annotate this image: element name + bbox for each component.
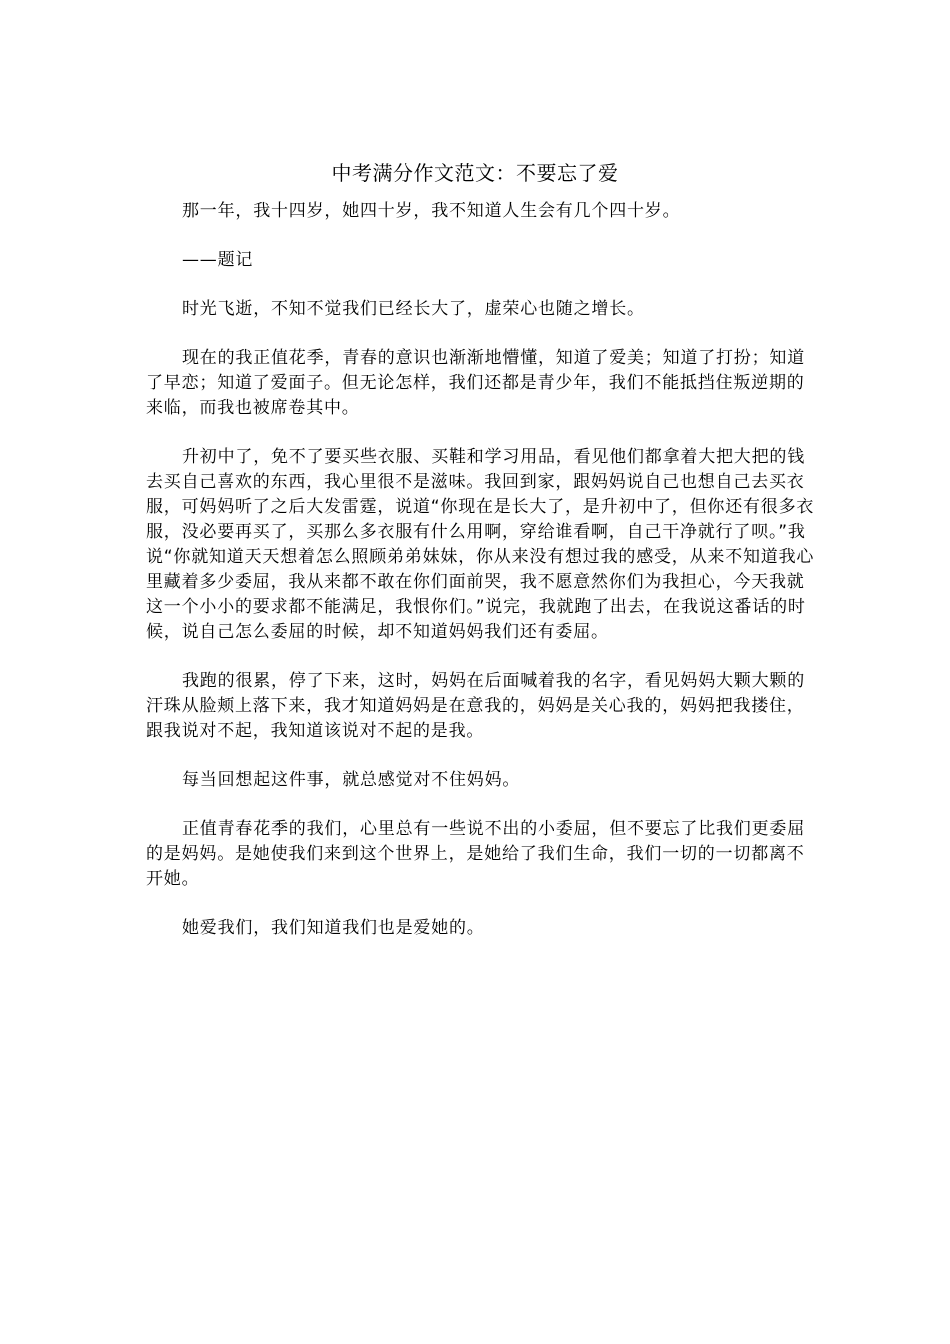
paragraph: 现在的我正值花季，青春的意识也渐渐地懵懂，知道了爱美；知道了打扮；知道了早恋；知道了爱面子。但无论怎样，我们还都是青少年，我们不能抵挡住叛逆期的来临，而我也被席卷其中。 xyxy=(146,348,805,418)
document-title: 中考满分作文范文：不要忘了爱 xyxy=(331,161,619,185)
paragraph: 时光飞逝，不知不觉我们已经长大了，虚荣心也随之增长。 xyxy=(182,299,645,319)
document-body xyxy=(146,199,822,965)
paragraph-opening: 那一年，我十四岁，她四十岁，我不知道人生会有几个四十岁。 xyxy=(182,201,681,221)
paragraph: 升初中了，免不了要买些衣服、买鞋和学习用品，看见他们都拿着大把大把的钱去买自己喜欢的东西，我心里很不是滋味。我回到家，跟妈妈说自己也想自己去买衣服，可妈妈听了之后大发雷霆，说道“你现在是长大了，是升初中了，但你还有很多衣服，没必要再买了，买那么多衣服有什么用啊，穿给谁看啊，自己干净就行了呗。”我说“你就知道天天想着怎么照顾弟弟妹妹，你从来没有想过我的感受，从来不知道我心里藏着多少委屈，我从来都不敢在你们面前哭，我不愿意然你们为我担心，今天我就这一个小小的要求都不能满足，我恨你们。”说完，我就跑了出去，在我说这番话的时候，说自己怎么委屈的时候，却不知道妈妈我们还有委屈。 xyxy=(146,447,815,642)
paragraph: 正值青春花季的我们，心里总有一些说不出的小委屈，但不要忘了比我们更委屈的是妈妈。是她使我们来到这个世界上，是她给了我们生命，我们一切的一切都离不开她。 xyxy=(146,819,805,889)
paragraph-epigraph: ——题记 xyxy=(182,250,254,270)
paragraph: 每当回想起这件事，就总感觉对不住妈妈。 xyxy=(182,770,521,790)
paragraph: 我跑的很累，停了下来，这时，妈妈在后面喊着我的名字，看见妈妈大颗大颗的汗珠从脸颊上落下来，我才知道妈妈是在意我的，妈妈是关心我的，妈妈把我搂住，跟我说对不起，我知道该说对不起的是我。 xyxy=(146,671,805,741)
paragraph-closing: 她爱我们，我们知道我们也是爱她的。 xyxy=(182,918,485,938)
